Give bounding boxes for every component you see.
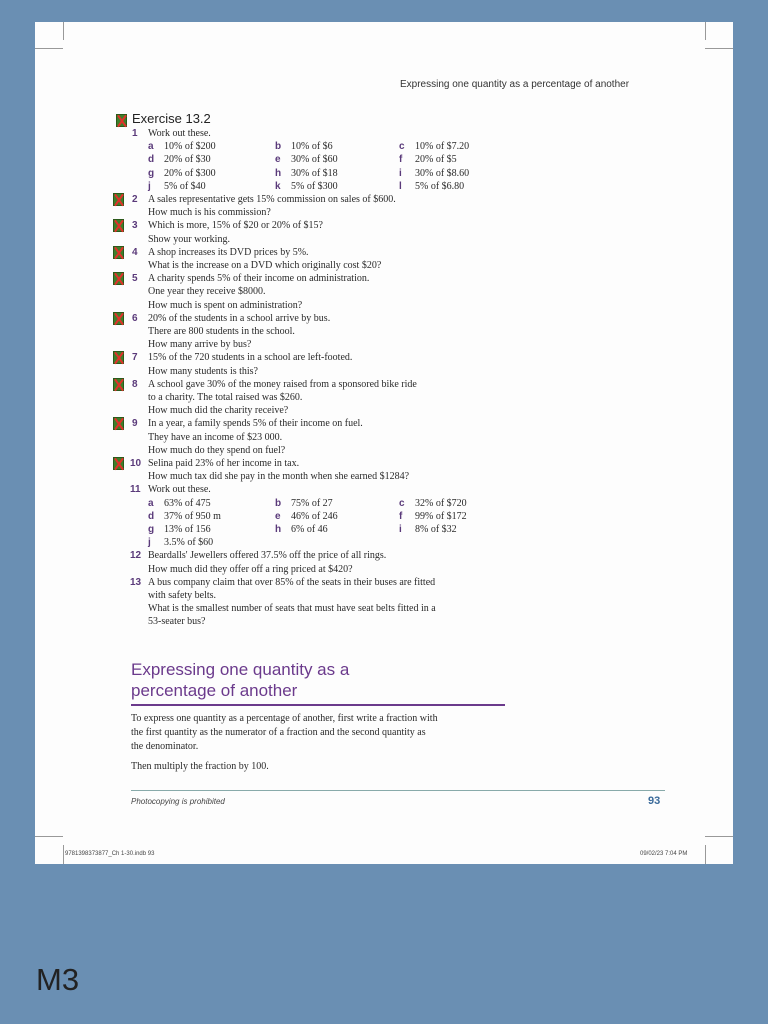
part-text: 37% of 950 m: [164, 510, 221, 522]
question-mark-icon: [113, 378, 124, 391]
question-text: Selina paid 23% of her income in tax.: [148, 458, 300, 469]
question-number: 13: [130, 576, 142, 588]
part-text: 10% of $7.20: [415, 141, 470, 153]
part-text: 63% of 475: [164, 497, 211, 509]
crop-mark: [705, 22, 706, 40]
question-text: How much did they offer off a ring priced at $420?: [148, 563, 353, 575]
part-text: 8% of $32: [415, 524, 457, 535]
question-number: 4: [132, 246, 138, 258]
question-number: 2: [132, 194, 138, 205]
part-letter: i: [399, 524, 402, 535]
part-letter: e: [275, 510, 281, 522]
question-text: A charity spends 5% of their income on administration.: [148, 273, 370, 285]
part-text: 3.5% of $60: [164, 537, 214, 549]
part-text: 20% of $5: [415, 154, 457, 166]
part-text: 20% of $30: [164, 154, 211, 166]
question-text: to a charity. The total raised was $260.: [148, 392, 303, 403]
exercise-title: Exercise 13.2: [132, 111, 211, 126]
part-letter: f: [399, 510, 403, 522]
part-text: 10% of $200: [164, 141, 216, 153]
part-letter: k: [275, 180, 281, 192]
question-text: Beardalls' Jewellers offered 37.5% off the price of all rings.: [148, 550, 387, 562]
question-text: How much did the charity receive?: [148, 405, 289, 417]
question-number: 9: [132, 418, 138, 430]
question-text: How much tax did she pay in the month when she earned $1284?: [148, 471, 410, 483]
part-text: 99% of $172: [415, 510, 467, 522]
part-letter: c: [399, 141, 405, 153]
part-text: 75% of 27: [291, 497, 333, 509]
crop-mark: [63, 22, 64, 40]
part-text: 46% of 246: [291, 510, 338, 522]
crop-mark: [63, 845, 64, 864]
question-text: with safety belts.: [148, 590, 217, 601]
part-text: 30% of $18: [291, 167, 338, 179]
question-text: 20% of the students in a school arrive by bus.: [148, 312, 331, 324]
question-text: Work out these.: [148, 128, 211, 139]
section-para-line: the first quantity as the numerator of a fraction and the second quantity as: [131, 727, 426, 738]
section-heading: [131, 659, 349, 701]
heading-rule: [131, 704, 505, 706]
question-text: They have an income of $23 000.: [148, 431, 283, 443]
question-text: 15% of the 720 students in a school are left-footed.: [148, 352, 353, 364]
part-letter: d: [148, 154, 155, 166]
question-number: 10: [130, 458, 142, 469]
question-text: How many students is this?: [148, 365, 258, 377]
part-letter: b: [275, 141, 282, 153]
part-letter: h: [275, 524, 282, 535]
question-text: How much do they spend on fuel?: [148, 444, 286, 456]
question-number: 6: [132, 312, 138, 324]
footer-note: Photocopying is prohibited: [131, 797, 225, 806]
question-text: Which is more, 15% of $20 or 20% of $15?: [148, 220, 323, 232]
part-letter: j: [148, 537, 151, 549]
part-text: 30% of $60: [291, 154, 338, 166]
question-mark-icon: [113, 193, 124, 206]
question-text: A bus company claim that over 85% of the seats in their buses are fitted: [148, 576, 436, 588]
part-letter: l: [399, 180, 402, 192]
part-text: 5% of $300: [291, 180, 338, 192]
section-heading-line: percentage of another: [131, 681, 298, 700]
part-text: 10% of $6: [291, 141, 333, 153]
part-letter: e: [275, 154, 281, 166]
part-letter: d: [148, 510, 155, 522]
question-number: 1: [132, 128, 138, 139]
question-text: What is the increase on a DVD which originally cost $20?: [148, 260, 382, 271]
running-header: Expressing one quantity as a percentage of another: [400, 79, 630, 90]
part-letter: a: [148, 497, 154, 509]
footer-rule: [131, 790, 665, 791]
exercise-mark-icon: [116, 114, 127, 127]
crop-mark: [35, 836, 63, 837]
question-number: 5: [132, 273, 138, 285]
question-text: One year they receive $8000.: [148, 286, 266, 298]
question-mark-icon: [113, 457, 124, 470]
question-text: Show your working.: [148, 233, 230, 245]
part-letter: h: [275, 167, 282, 179]
part-letter: a: [148, 141, 154, 153]
part-text: 6% of 46: [291, 524, 328, 535]
question-text: How much is his commission?: [148, 207, 271, 219]
question-mark-icon: [113, 351, 124, 364]
question-text: 53-seater bus?: [148, 616, 206, 628]
part-text: 5% of $6.80: [415, 180, 465, 192]
question-text: A school gave 30% of the money raised from a sponsored bike ride: [148, 378, 417, 390]
question-text: How many arrive by bus?: [148, 339, 252, 351]
question-mark-icon: [113, 417, 124, 430]
question-text: There are 800 students in the school.: [148, 326, 295, 337]
section-para-line: the denominator.: [131, 741, 199, 752]
section-heading-line: Expressing one quantity as a: [131, 660, 350, 679]
question-mark-icon: [113, 312, 124, 325]
question-text: How much is spent on administration?: [148, 299, 303, 311]
question-number: 7: [132, 352, 138, 364]
part-letter: b: [275, 497, 282, 509]
question-number: 12: [130, 550, 142, 562]
crop-mark: [705, 48, 733, 49]
question-text: A sales representative gets 15% commission on sales of $600.: [148, 194, 396, 205]
part-letter: g: [148, 524, 155, 535]
part-letter: f: [399, 154, 403, 166]
question-text: In a year, a family spends 5% of their income on fuel.: [148, 418, 363, 430]
part-letter: j: [148, 180, 151, 192]
question-mark-icon: [113, 246, 124, 259]
part-text: 32% of $720: [415, 497, 467, 509]
question-mark-icon: [113, 272, 124, 285]
question-text: Work out these.: [148, 484, 211, 496]
question-mark-icon: [113, 219, 124, 232]
crop-mark: [705, 845, 706, 864]
section-para-line: To express one quantity as a percentage of another, first write a fraction with: [131, 713, 438, 724]
print-slug-right: 09/02/23 7:04 PM: [640, 851, 688, 857]
part-text: 20% of $300: [164, 167, 216, 179]
crop-mark: [35, 48, 63, 49]
question-number: 8: [132, 378, 138, 390]
print-slug-left: 9781398373877_Ch 1-30.indb 93: [65, 851, 155, 857]
part-letter: i: [399, 167, 402, 179]
overlay-label: M3: [36, 962, 80, 997]
question-number: 11: [130, 484, 141, 496]
part-letter: c: [399, 497, 405, 509]
part-text: 30% of $8.60: [415, 167, 470, 179]
question-text: What is the smallest number of seats that must have seat belts fitted in a: [148, 603, 436, 615]
page-number: 93: [648, 795, 661, 807]
crop-mark: [705, 836, 733, 837]
question-text: A shop increases its DVD prices by 5%.: [148, 246, 309, 258]
question-number: 3: [132, 220, 138, 232]
part-letter: g: [148, 167, 155, 179]
part-text: 13% of 156: [164, 524, 211, 535]
section-para-line: Then multiply the fraction by 100.: [131, 761, 269, 772]
part-text: 5% of $40: [164, 180, 206, 192]
